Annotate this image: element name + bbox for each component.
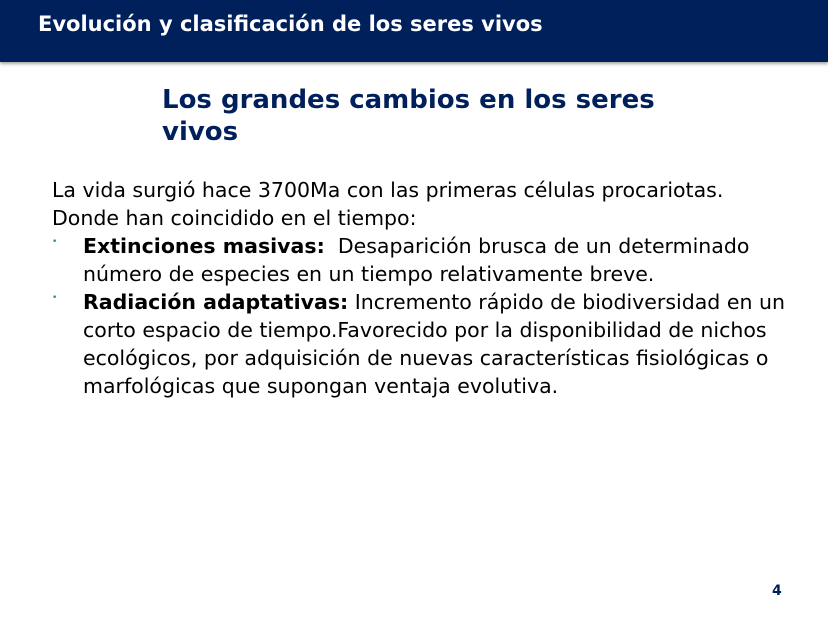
slide-title: Los grandes cambios en los seres vivos	[162, 85, 655, 147]
bullet-item-radiacion	[52, 288, 792, 400]
bullet-icon: •	[52, 293, 58, 303]
intro-paragraph: La vida surgió hace 3700Ma con las primeras células procariotas. Donde han coincidido en el tiempo:	[52, 178, 724, 230]
bullet-icon: •	[52, 237, 58, 247]
bullet-term: Extinciones masivas:	[83, 234, 325, 258]
header-bar	[0, 0, 828, 62]
slide-body	[52, 176, 792, 400]
header-title: Evolución y clasificación de los seres vivos	[38, 12, 543, 36]
bullet-text: Incremento rápido de biodiversidad en un corto espacio de tiempo.Favorecido por la disponibilidad de nichos ecológicos, por adquisición de nuevas características fisiológicas o marfológicas que supongan ventaja evolutiva.	[83, 290, 792, 398]
page-number: 4	[772, 583, 782, 599]
bullet-text: Desaparición brusca de un determinado número de especies en un tiempo relativamente breve.	[83, 234, 756, 286]
bullet-term: Radiación adaptativas:	[83, 290, 349, 314]
bullet-list	[52, 232, 792, 400]
bullet-item-extinciones	[52, 232, 792, 288]
